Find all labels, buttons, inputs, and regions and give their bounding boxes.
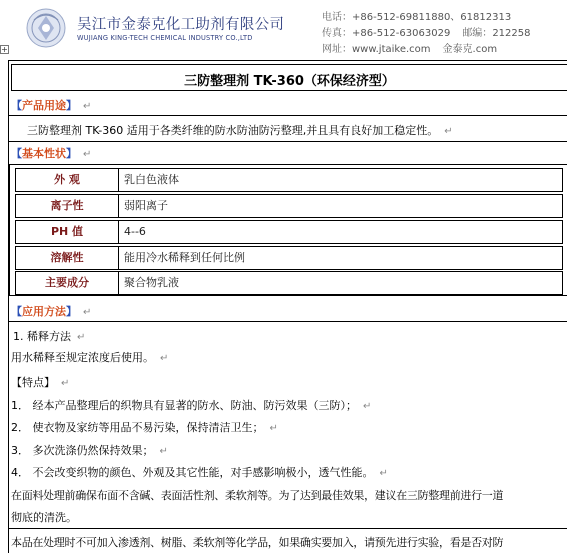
bracket-open: 【 — [11, 147, 22, 160]
phone-value: +86-512-69811880、61812313 — [352, 12, 512, 23]
document-body — [8, 60, 567, 553]
bracket-close: 】 — [66, 99, 77, 112]
feature-text: 2． 使衣物及家纺等用品不易污染，保持清洁卫生； — [11, 421, 264, 434]
property-label: 溶解性 — [16, 247, 119, 269]
divider — [9, 115, 567, 116]
property-label: PH 值 — [16, 221, 119, 243]
usage-text — [27, 122, 453, 138]
property-value: 乳白色液体 — [124, 173, 179, 186]
divider — [9, 528, 567, 529]
section-properties-heading — [11, 145, 91, 161]
feature-text: 3． 多次洗涤仍然保持效果； — [11, 444, 154, 457]
property-label: 离子性 — [16, 195, 119, 217]
property-value: 弱阳离子 — [124, 199, 168, 212]
paragraph-mark-icon: ↵ — [77, 332, 86, 343]
section-usage-label: 产品用途 — [22, 99, 66, 112]
dilution-heading-text: 1. 稀释方法 — [13, 330, 71, 343]
dilution-text — [11, 349, 168, 365]
dilution-text-content: 用水稀释至规定浓度后使用。 — [11, 351, 154, 364]
divider — [9, 321, 567, 322]
paragraph-mark-icon: ↵ — [61, 378, 70, 389]
letterhead — [0, 0, 567, 60]
postcode-value: 212258 — [492, 28, 531, 39]
company-name-cn: 吴江市金泰克化工助剂有限公司 — [77, 17, 285, 33]
paragraph-mark-icon: ↵ — [160, 353, 169, 364]
features-heading-text: 【特点】 — [11, 376, 55, 389]
property-value: 能用冷水稀释到任何比例 — [124, 251, 245, 264]
property-value: 聚合物乳液 — [124, 276, 179, 289]
fax-line — [322, 24, 531, 39]
divider — [9, 141, 567, 142]
fax-value: +86-512-63063029 — [352, 28, 451, 39]
company-logo-icon — [26, 8, 66, 48]
table-row — [15, 194, 563, 218]
web-alias[interactable]: 金泰克.com — [442, 44, 498, 55]
feature-item — [11, 442, 168, 458]
bracket-open: 【 — [11, 99, 22, 112]
website-line — [322, 40, 497, 55]
feature-item — [11, 397, 371, 413]
phone-label: 电话： — [322, 12, 352, 23]
company-name-en: WUJIANG KING-TECH CHEMICAL INDUSTRY CO.,LTD — [77, 34, 253, 42]
document-title: 三防整理剂 TK-360（环保经济型） — [184, 74, 395, 89]
note-line: 本品在处理时不可加入渗透剂、树脂、柔软剂等化学品，如果确实要加入，请预先进行实验，看是否对防 — [11, 536, 504, 549]
bracket-close: 】 — [66, 305, 77, 318]
features-heading — [11, 374, 69, 390]
paragraph-mark-icon: ↵ — [363, 401, 372, 412]
feature-item — [11, 464, 388, 480]
section-properties-label: 基本性状 — [22, 147, 66, 160]
paragraph-mark-icon: ↵ — [269, 423, 278, 434]
paragraph-mark-icon: ↵ — [83, 149, 92, 160]
properties-table — [9, 164, 567, 296]
section-method-heading — [11, 303, 91, 319]
property-value: 4--6 — [124, 225, 146, 238]
feature-text: 4． 不会改变织物的颜色、外观及其它性能，对手感影响极小，透气性能。 — [11, 466, 374, 479]
paragraph-mark-icon: ↵ — [159, 446, 168, 457]
paragraph-mark-icon: ↵ — [444, 126, 453, 137]
table-row — [15, 246, 563, 270]
title-box — [11, 64, 567, 91]
section-usage-heading — [11, 97, 91, 113]
feature-item — [11, 419, 278, 435]
feature-text: 1． 经本产品整理后的织物具有显著的防水、防油、防污效果（三防）； — [11, 399, 357, 412]
note-line: 彻底的清洗。 — [11, 511, 77, 524]
web-label: 网址： — [322, 44, 352, 55]
paragraph-mark-icon: ↵ — [379, 468, 388, 479]
table-move-handle-icon[interactable]: + — [1, 45, 8, 54]
property-label: 外 观 — [16, 169, 119, 191]
note-line: 在面料处理前确保布面不含碱、表面活性剂、柔软剂等。为了达到最佳效果，建议在三防整理前进行一道 — [11, 489, 504, 502]
usage-text-content: 三防整理剂 TK-360 适用于各类纤维的防水防油防污整理,并且具有良好加工稳定性。 — [27, 124, 439, 137]
paragraph-mark-icon: ↵ — [83, 307, 92, 318]
bracket-close: 】 — [66, 147, 77, 160]
bracket-open: 【 — [11, 305, 22, 318]
web-value[interactable]: www.jtaike.com — [352, 44, 431, 55]
table-row — [15, 220, 563, 244]
dilution-heading — [13, 328, 85, 344]
section-method-label: 应用方法 — [22, 305, 66, 318]
paragraph-mark-icon: ↵ — [83, 101, 92, 112]
table-row — [15, 168, 563, 192]
table-row — [15, 271, 563, 295]
phone-line — [322, 8, 511, 23]
postcode-label: 邮编： — [462, 28, 493, 39]
fax-label: 传真： — [322, 28, 352, 39]
property-label: 主要成分 — [16, 272, 119, 294]
